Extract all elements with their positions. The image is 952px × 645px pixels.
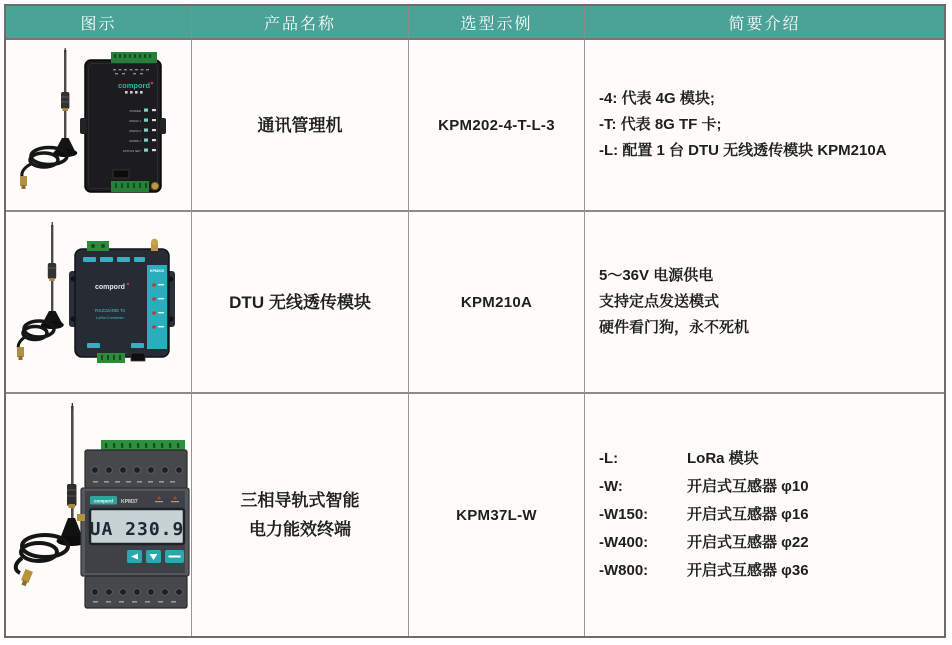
- header-illustration-label: 图示: [80, 15, 117, 33]
- panel-model-tag: KPM37: [120, 499, 138, 505]
- spec-line: [599, 445, 759, 473]
- panel-text-line2: LoRa Converter: [95, 315, 124, 320]
- header-illustration: [6, 6, 192, 40]
- spec-label: -W150:: [599, 506, 649, 523]
- port: [113, 170, 129, 178]
- header-selection-example-label: 选型示例: [460, 15, 533, 33]
- model-cell-kpm202: [409, 40, 585, 212]
- sma-connector-icon: [17, 347, 24, 360]
- header-selection-example: [409, 6, 585, 40]
- name-cell-kpm210a: [192, 212, 409, 394]
- spec-value: 开启式互感器 φ16: [687, 506, 809, 523]
- photo-cell-kpm37: [6, 394, 192, 636]
- spec-line: [599, 557, 809, 585]
- name-cell-kpm202: [192, 40, 409, 212]
- product-name-line1: 三相导轨式智能: [240, 491, 360, 510]
- intro-line: 5～36V 电源供电: [599, 267, 714, 284]
- nav-buttons: [127, 550, 184, 563]
- model-cell-kpm210a: [409, 212, 585, 394]
- spec-line: [599, 473, 809, 501]
- spec-value: 开启式互感器 φ36: [687, 562, 809, 579]
- product-name: DTU 无线透传模块: [229, 292, 371, 312]
- sma-connector-icon: [20, 176, 27, 189]
- spec-label: -W:: [599, 478, 623, 495]
- device-body: [69, 239, 175, 363]
- lcd-reading: UA 230.9: [89, 519, 184, 540]
- led-label: RS232 2: [128, 129, 141, 133]
- spec-line: [599, 529, 809, 557]
- intro-cell-kpm37: [585, 394, 944, 636]
- spec-value: 开启式互感器 φ22: [687, 534, 809, 551]
- intro-cell-kpm210a: [585, 212, 944, 394]
- port: [131, 353, 145, 361]
- terminal-block-top: [87, 241, 109, 251]
- photo-cell-kpm202: [6, 40, 192, 212]
- intro-line: -L: 配置 1 台 DTU 无线透传模块 KPM210A: [599, 142, 887, 159]
- intro-cell-kpm202: [585, 40, 944, 212]
- product-name-line2: 电力能效终端: [249, 520, 351, 539]
- product-name: 通讯管理机: [257, 115, 343, 135]
- device-body: [77, 440, 189, 608]
- name-cell-kpm37: [192, 394, 409, 636]
- device-body: [80, 52, 166, 192]
- intro-line: -4: 代表 4G 模块;: [599, 90, 715, 107]
- header-brief-intro: [585, 6, 944, 40]
- panel-text-line1: RS232/485 To: [94, 309, 125, 314]
- brand-logo: compord: [93, 498, 113, 504]
- antenna-socket-icon: [77, 514, 85, 521]
- led-label: RS232 1: [128, 119, 141, 123]
- intro-line: -T: 代表 8G TF 卡;: [599, 116, 722, 133]
- spec-value: LoRa 模块: [687, 450, 759, 467]
- antenna-socket-icon: [151, 183, 158, 190]
- product-name: [241, 486, 360, 544]
- spec-line: [599, 501, 809, 529]
- header-product-name-label: 产品名称: [263, 15, 336, 33]
- model-code: KPM210A: [460, 293, 533, 311]
- model-code: KPM37L-W: [456, 506, 537, 524]
- product-photo-kpm37: [7, 398, 191, 632]
- panel-model-tag: KPM210: [149, 269, 164, 273]
- intro-line: 支持定点发送模式: [599, 293, 720, 310]
- product-photo-kpm210a: [13, 219, 185, 385]
- brand-logo: compord: [94, 284, 125, 291]
- photo-cell-kpm210a: [6, 212, 192, 394]
- led-label: STATUS NET: [122, 149, 141, 153]
- side-clip: [80, 118, 86, 134]
- led-label: RS485 1: [128, 139, 141, 143]
- spec-label: -W400:: [599, 534, 649, 551]
- led-panel: [147, 265, 167, 349]
- product-selection-table: [4, 4, 946, 638]
- model-code: KPM202-4-T-L-3: [438, 116, 555, 134]
- header-product-name: [192, 6, 409, 40]
- spec-value: 开启式互感器 φ10: [687, 478, 809, 495]
- header-brief-intro-label: 简要介绍: [728, 15, 801, 33]
- product-photo-kpm202: [13, 46, 185, 204]
- spec-label: -W800:: [599, 562, 649, 579]
- side-clip: [160, 118, 166, 134]
- antenna-icon: [40, 222, 63, 329]
- brand-logo: compord: [117, 81, 150, 90]
- sma-connector-icon: [19, 569, 32, 587]
- intro-line: 硬件看门狗，永不死机: [599, 319, 750, 336]
- led-label: POWER: [129, 109, 141, 113]
- antenna-icon: [53, 48, 77, 157]
- spec-label: -L:: [599, 450, 619, 467]
- model-cell-kpm37: [409, 394, 585, 636]
